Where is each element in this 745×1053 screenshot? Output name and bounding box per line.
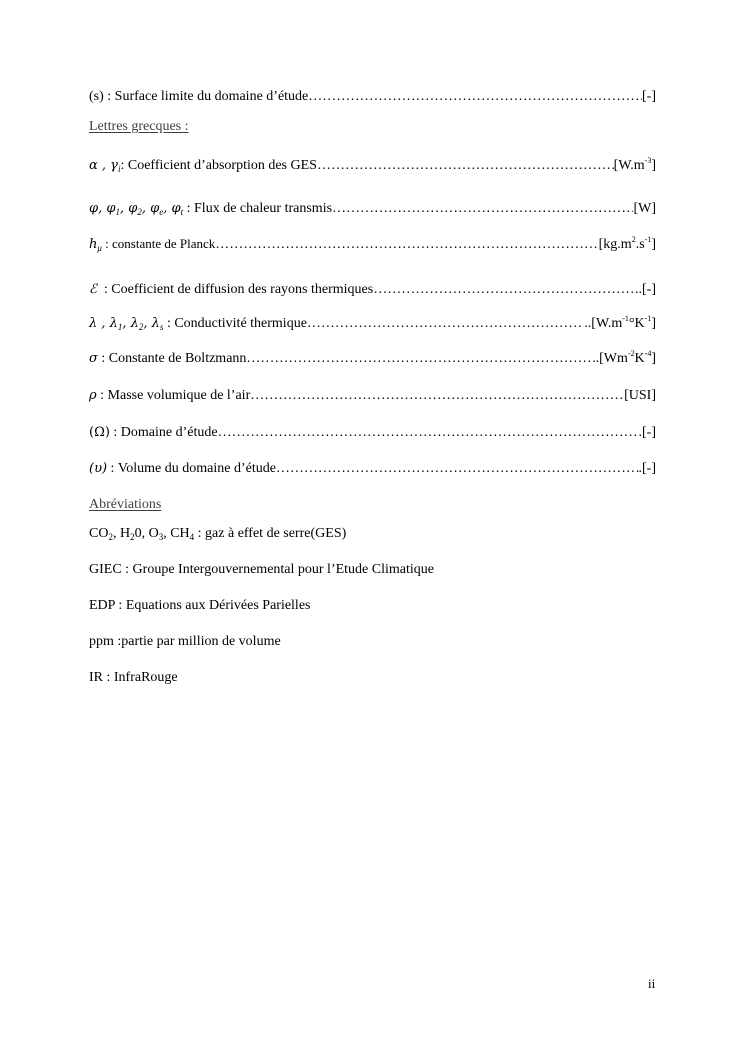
entry-conductivite xyxy=(89,315,656,336)
entry-label: λ , $\lambda_1$, $\lambda_2$, $\lambda_s$ : Conductivité thermique xyxy=(89,316,307,332)
entry-label: ρ : Masse volumique de l’air xyxy=(89,388,251,403)
leader-dots xyxy=(250,387,624,405)
entry-unit: $..[W.m^{-1}^\circ K^{-1}]$ xyxy=(584,314,656,331)
leader-dots xyxy=(332,200,633,218)
leader-dots xyxy=(276,460,639,478)
entry-label: α , $\gamma_i$: Coefficient d’absorption des GES xyxy=(89,158,317,174)
entry-domaine xyxy=(89,424,656,442)
entry-masse-volumique xyxy=(89,387,656,405)
symbol-alpha-gamma: α , γ xyxy=(89,158,118,173)
entry-label: $h_\mu$ : constante de Planck xyxy=(89,236,216,253)
abbrev-ppm: ppm :partie par million de volume xyxy=(89,634,281,649)
abbrev-giec: GIEC : Groupe Intergouvernemental pour l’Etude Climatique xyxy=(89,562,434,577)
entry-label: φ, $\varphi_1$, $\varphi_2$, $\varphi_e$, $\varphi_t$ : Flux de chaleur transmis xyxy=(89,201,333,217)
entry-label: (υ) : Volume du domaine d’étude xyxy=(89,461,276,476)
entry-absorption xyxy=(89,157,656,178)
entry-unit: [W] xyxy=(633,201,656,216)
leader-dots xyxy=(308,88,642,106)
entry-flux xyxy=(89,200,656,221)
leader-dots xyxy=(317,157,614,175)
entry-unit: $.[Wm^{-2}K^{-4}]$ xyxy=(595,349,656,366)
entry-planck xyxy=(89,235,656,257)
entry-volume xyxy=(89,460,656,478)
leader-dots xyxy=(246,350,595,368)
entry-diffusion xyxy=(89,281,656,299)
leader-dots xyxy=(307,315,584,333)
abbrev-ges: $CO_2$, $H_20$, $O_3$, $CH_4$ : gaz à effet de serre(GES) xyxy=(89,526,347,542)
entry-surface-limite xyxy=(89,88,656,106)
entry-unit: ..[-] xyxy=(635,282,656,297)
entry-boltzmann xyxy=(89,350,656,368)
leader-dots xyxy=(215,236,598,254)
heading-greek-letters: Lettres grecques : xyxy=(89,119,189,134)
heading-abreviations: Abréviations xyxy=(89,497,162,512)
entry-label: σ : Constante de Boltzmann xyxy=(89,351,247,366)
page-number: ii xyxy=(648,976,656,991)
entry-unit: $[W.m^{-3}]$ xyxy=(613,156,656,173)
leader-dots xyxy=(218,424,639,442)
abbrev-ir: IR : InfraRouge xyxy=(89,670,178,685)
entry-label: (s) : Surface limite du domaine d’étude xyxy=(89,89,309,104)
entry-unit: .[-] xyxy=(638,425,656,440)
abbrev-edp: EDP : Equations aux Dérivées Parielles xyxy=(89,598,311,613)
entry-unit: [-] xyxy=(642,89,656,104)
entry-unit: .[-] xyxy=(638,461,656,476)
entry-label: (Ω) : Domaine d’étude xyxy=(89,425,218,440)
entry-unit: [USI] xyxy=(624,388,656,403)
entry-label: ℰ : Coefficient de diffusion des rayons thermiques xyxy=(89,282,374,297)
leader-dots xyxy=(373,281,635,299)
entry-unit: $[kg.m^2.s^{-1}]$ xyxy=(598,235,656,252)
document-page xyxy=(89,0,656,1053)
